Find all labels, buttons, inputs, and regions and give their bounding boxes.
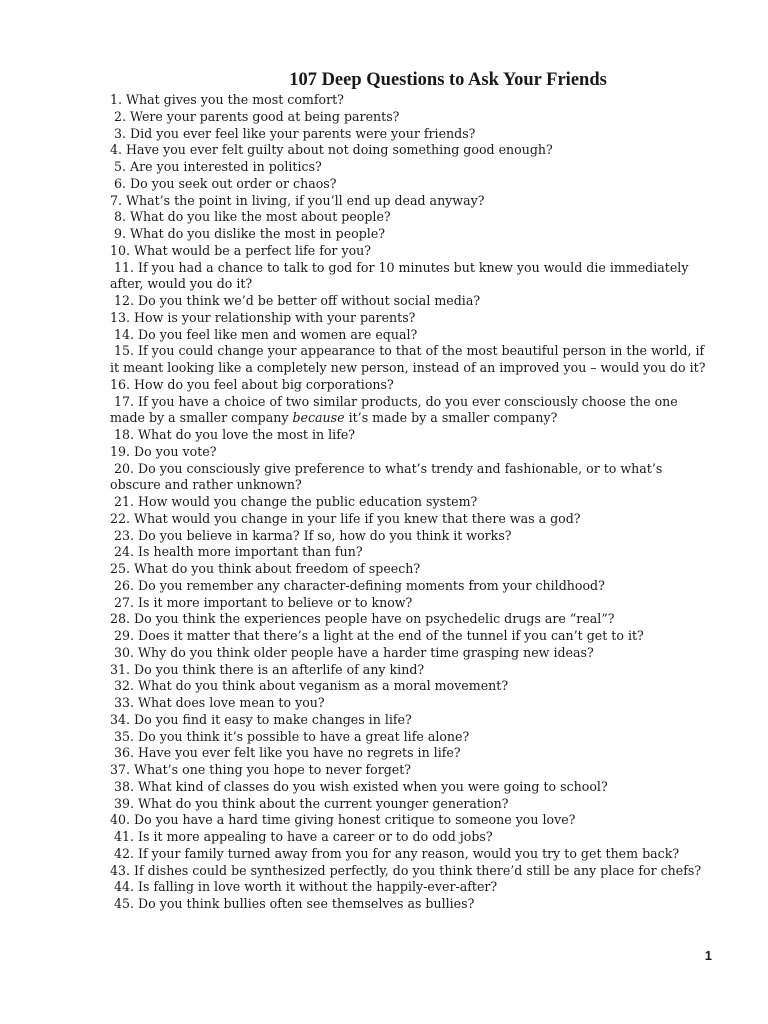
question-item bbox=[110, 159, 715, 176]
question-item bbox=[110, 561, 715, 578]
question-text: 19. Do you vote? bbox=[110, 443, 217, 459]
question-item bbox=[110, 109, 715, 126]
question-item bbox=[110, 628, 715, 645]
question-text: 23. Do you believe in karma? If so, how do you think it works? bbox=[110, 527, 512, 543]
question-item bbox=[110, 729, 715, 746]
question-text: 36. Have you ever felt like you have no regrets in life? bbox=[110, 745, 461, 761]
question-item bbox=[110, 662, 715, 679]
question-item bbox=[110, 846, 715, 863]
question-item bbox=[110, 226, 715, 243]
question-text: 22. What would you change in your life if you knew that there was a god? bbox=[110, 510, 581, 526]
question-item bbox=[110, 92, 715, 109]
question-text: 10. What would be a perfect life for you? bbox=[110, 242, 372, 258]
question-list bbox=[110, 92, 715, 913]
question-item bbox=[110, 779, 715, 796]
question-item bbox=[110, 494, 715, 511]
question-item bbox=[110, 645, 715, 662]
question-text: 20. Do you consciously give preference to what’s trendy and fashionable, or to what’s obscure and rather unknown? bbox=[110, 460, 667, 493]
question-item bbox=[110, 712, 715, 729]
question-text: 25. What do you think about freedom of speech? bbox=[110, 561, 421, 576]
question-text: 3. Did you ever feel like your parents were your friends? bbox=[110, 125, 476, 141]
question-text: 44. Is falling in love worth it without the happily-ever-after? bbox=[110, 879, 498, 895]
question-text: 30. Why do you think older people have a harder time grasping new ideas? bbox=[110, 644, 594, 660]
question-text: 6. Do you seek out order or chaos? bbox=[110, 175, 337, 191]
question-item bbox=[110, 176, 715, 193]
question-text: 12. Do you think we’d be better off without social media? bbox=[110, 293, 481, 308]
question-item bbox=[110, 762, 715, 779]
question-item bbox=[110, 745, 715, 762]
question-text: 14. Do you feel like men and women are equal? bbox=[110, 326, 418, 342]
question-item bbox=[110, 611, 715, 628]
question-text: 24. Is health more important than fun? bbox=[110, 544, 363, 560]
question-item bbox=[110, 544, 715, 561]
question-text: 32. What do you think about veganism as a moral movement? bbox=[110, 678, 509, 694]
question-text: 2. Were your parents good at being parents? bbox=[110, 108, 400, 124]
question-item bbox=[110, 528, 715, 545]
question-text: 16. How do you feel about big corporations? bbox=[110, 376, 394, 392]
question-item bbox=[110, 578, 715, 595]
question-text: 11. If you had a chance to talk to god for 10 minutes but knew you would die immediately after, would you do it? bbox=[110, 259, 693, 292]
question-text: it’s made by a smaller company? bbox=[344, 410, 558, 426]
question-text: 17. If you have a choice of two similar products, do you ever consciously choose the one made by a smaller company bbox=[110, 393, 682, 426]
question-item bbox=[110, 829, 715, 846]
question-item bbox=[110, 896, 715, 913]
question-item bbox=[110, 343, 715, 377]
question-text: 9. What do you dislike the most in people? bbox=[110, 226, 386, 241]
question-item bbox=[110, 444, 715, 461]
question-text: 31. Do you think there is an afterlife of any kind? bbox=[110, 661, 425, 677]
question-item bbox=[110, 293, 715, 310]
question-item bbox=[110, 260, 715, 294]
question-emphasis: because bbox=[292, 410, 345, 426]
question-text: 42. If your family turned away from you for any reason, would you try to get them back? bbox=[110, 845, 680, 861]
question-text: 35. Do you think it’s possible to have a great life alone? bbox=[110, 728, 470, 744]
question-text: 45. Do you think bullies often see themselves as bullies? bbox=[110, 896, 475, 911]
question-text: 28. Do you think the experiences people have on psychedelic drugs are “real”? bbox=[110, 611, 615, 627]
question-item bbox=[110, 678, 715, 695]
question-item bbox=[110, 243, 715, 260]
question-text: 8. What do you like the most about people? bbox=[110, 209, 391, 225]
question-item bbox=[110, 310, 715, 327]
question-item bbox=[110, 327, 715, 344]
document-title: 107 Deep Questions to Ask Your Friends bbox=[289, 70, 607, 90]
question-text: 29. Does it matter that there’s a light at the end of the tunnel if you can’t get to it? bbox=[110, 628, 644, 643]
question-item bbox=[110, 461, 715, 495]
question-item bbox=[110, 812, 715, 829]
question-item bbox=[110, 695, 715, 712]
question-text: 43. If dishes could be synthesized perfectly, do you think there’d still be any place for chefs? bbox=[110, 862, 702, 878]
question-text: 15. If you could change your appearance to that of the most beautiful person in the world, if it meant looking like a completely new person, instead of an improved you – would you do it? bbox=[110, 343, 709, 375]
question-item bbox=[110, 142, 715, 159]
question-text: 34. Do you find it easy to make changes in life? bbox=[110, 711, 412, 727]
question-text: 4. Have you ever felt guilty about not doing something good enough? bbox=[110, 142, 553, 158]
question-text: 37. What’s one thing you hope to never forget? bbox=[110, 762, 412, 777]
question-item bbox=[110, 209, 715, 226]
question-text: 27. Is it more important to believe or to know? bbox=[110, 594, 413, 610]
page-number: 1 bbox=[704, 948, 712, 963]
question-item bbox=[110, 193, 715, 210]
question-text: 1. What gives you the most comfort? bbox=[110, 92, 344, 107]
question-text: 38. What kind of classes do you wish existed when you were going to school? bbox=[110, 778, 608, 794]
question-item bbox=[110, 511, 715, 528]
question-text: 39. What do you think about the current younger generation? bbox=[110, 795, 509, 811]
question-text: 33. What does love mean to you? bbox=[110, 695, 325, 710]
question-text: 18. What do you love the most in life? bbox=[110, 427, 356, 442]
question-text: 5. Are you interested in politics? bbox=[110, 159, 322, 174]
question-text: 41. Is it more appealing to have a career or to do odd jobs? bbox=[110, 829, 493, 844]
question-text: 13. How is your relationship with your parents? bbox=[110, 309, 416, 325]
question-item bbox=[110, 863, 715, 880]
question-item bbox=[110, 377, 715, 394]
question-item bbox=[110, 595, 715, 612]
question-text: 26. Do you remember any character-defining moments from your childhood? bbox=[110, 577, 605, 593]
question-item bbox=[110, 394, 715, 428]
question-item bbox=[110, 796, 715, 813]
question-text: 7. What’s the point in living, if you’ll end up dead anyway? bbox=[110, 192, 485, 208]
question-text: 21. How would you change the public education system? bbox=[110, 494, 478, 509]
question-item bbox=[110, 879, 715, 896]
question-item bbox=[110, 126, 715, 143]
question-text: 40. Do you have a hard time giving honest critique to someone you love? bbox=[110, 812, 576, 828]
question-item bbox=[110, 427, 715, 444]
